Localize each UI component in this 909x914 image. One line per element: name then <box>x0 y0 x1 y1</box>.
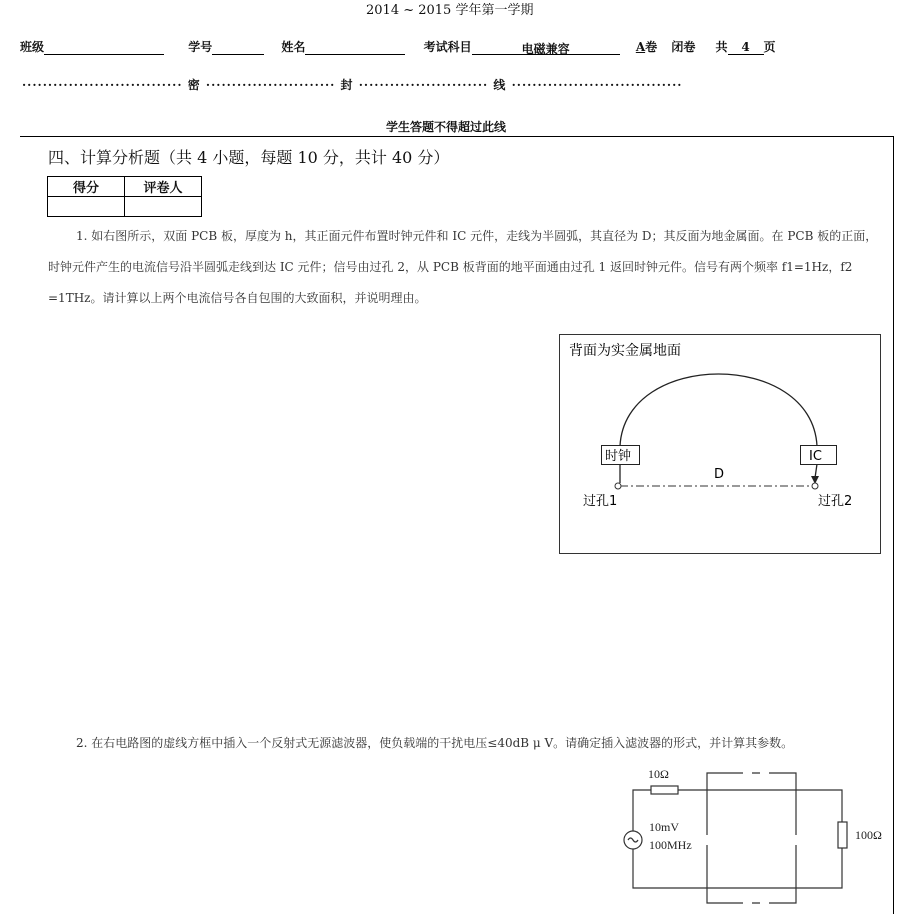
warning-text: 学生答题不得超过此线 <box>386 120 507 134</box>
seal-char-mi: 密 <box>187 78 201 92</box>
pages-label: 页 <box>763 40 776 54</box>
score-header: 得分 <box>48 177 125 197</box>
via-1-label: 过孔1 <box>583 494 618 509</box>
sine-wave-icon <box>628 838 638 842</box>
subject-field: 电磁兼容 <box>472 40 620 55</box>
source-resistor-label: 10Ω <box>648 767 669 781</box>
question-2-text: 2. 在右电路图的虚线方框中插入一个反射式无源滤波器，使负载端的干扰电压≤40dB μ V。请确定插入滤波器的形式，并计算其参数。 <box>76 736 794 750</box>
source-voltage-label: 10mV <box>649 820 679 834</box>
diameter-label: D <box>714 467 725 482</box>
seal-line: ······························· 密 ························· 封 ························· 线 ································· <box>22 78 683 92</box>
resistor-10-ohm <box>651 786 678 794</box>
load-resistor-label: 100Ω <box>855 828 882 842</box>
closed-book: 闭卷 <box>671 40 696 54</box>
ic-label: IC <box>809 449 822 464</box>
paper-suffix: 卷 <box>645 40 658 54</box>
filter-dashed-box <box>707 773 796 903</box>
section-title: 四、计算分析题（共 4 小题，每题 10 分，共计 40 分） <box>48 148 450 167</box>
class-label: 班级 <box>20 40 45 54</box>
total-pages: 4 <box>728 40 764 55</box>
student-id-label: 学号 <box>188 40 213 54</box>
name-label: 姓名 <box>281 40 306 54</box>
seal-char-feng: 封 <box>340 78 354 92</box>
term-title: 2014 ~ 2015 学年第一学期 <box>366 3 534 18</box>
grader-header: 评卷人 <box>125 177 202 197</box>
source-frequency-label: 100MHz <box>649 838 692 852</box>
subject-label: 考试科目 <box>423 40 472 54</box>
resistor-100-ohm <box>838 822 847 848</box>
total-label: 共 <box>715 40 728 54</box>
figure-title: 背面为实金属地面 <box>569 343 681 359</box>
clock-label: 时钟 <box>605 449 632 464</box>
question-1-text: 1. 如右图所示，双面 PCB 板，厚度为 h，其正面元件布置时钟元件和 IC 元件，走线为半圆弧，其直径为 D；其反面为地金属面。在 PCB 板的正面，时钟元件产生的电流信号沿半圆弧走线到达 IC 元件；信号由过孔 2，从 PCB 板背面的地平面通由过孔 1 返回时钟元件。信号有两个频率 f1=1Hz，f2 =1THz。请计算以上两个电流信号各自包围的大致面积，并说明理由。 <box>48 229 878 305</box>
seal-char-xian: 线 <box>493 78 507 92</box>
via-2-label: 过孔2 <box>818 494 853 509</box>
paper-type: A <box>635 40 646 54</box>
